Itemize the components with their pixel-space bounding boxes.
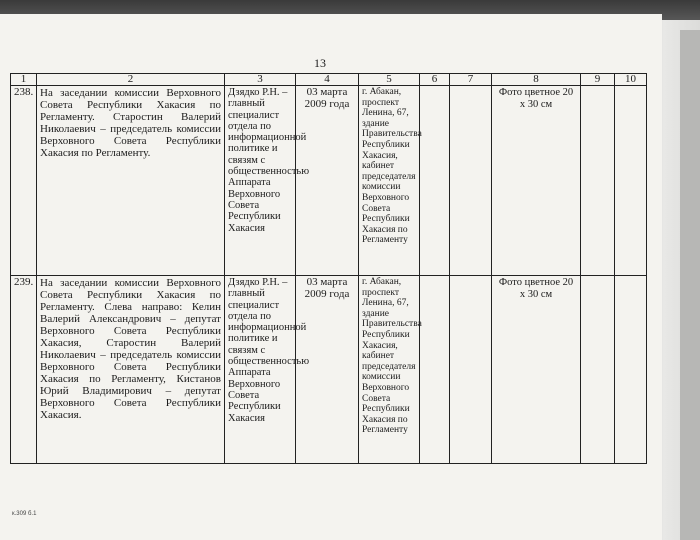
entry-col7: [450, 276, 492, 464]
entry-col9: [581, 276, 615, 464]
entry-date: 03 марта 2009 года: [296, 86, 359, 276]
column-number: 5: [359, 74, 420, 86]
entry-col6: [420, 276, 450, 464]
photo-register-table: [10, 73, 647, 464]
entry-col9: [581, 86, 615, 276]
entry-date: 03 марта 2009 года: [296, 276, 359, 464]
table-row: [11, 86, 647, 276]
entry-place: г. Абакан, проспект Ленина, 67, здание Правительства Республики Хакасия, кабинет председателя комиссии Верховного Совета Республики Хакасия по Регламенту: [359, 276, 420, 464]
column-number: 6: [420, 74, 450, 86]
page-number: 13: [314, 56, 326, 70]
column-number: 7: [450, 74, 492, 86]
entry-col6: [420, 86, 450, 276]
column-number: 10: [615, 74, 647, 86]
entry-format: Фото цветное 20 х 30 см: [492, 86, 581, 276]
entry-col7: [450, 86, 492, 276]
entry-number: 239.: [11, 276, 37, 464]
column-number: 9: [581, 74, 615, 86]
entry-description: На заседании комиссии Верховного Совета Республики Хакасия по Регламенту. Старостин Валерий Николаевич – председатель комиссии Верховного Совета Республики Хакасия по Регламенту.: [37, 86, 225, 276]
table-row: [11, 276, 647, 464]
column-number: 8: [492, 74, 581, 86]
footer-code: к.309 б.1: [12, 511, 37, 517]
column-number: 3: [225, 74, 296, 86]
entry-number: 238.: [11, 86, 37, 276]
entry-col10: [615, 276, 647, 464]
column-number: 1: [11, 74, 37, 86]
entry-author: Дзядко Р.Н. – главный специалист отдела по информационной политике и связям с общественностью Аппарата Верховного Совета Республики Хакасия: [225, 86, 296, 276]
entry-author: Дзядко Р.Н. – главный специалист отдела по информационной политике и связям с общественностью Аппарата Верховного Совета Республики Хакасия: [225, 276, 296, 464]
entry-format: Фото цветное 20 х 30 см: [492, 276, 581, 464]
column-number: 2: [37, 74, 225, 86]
underlying-page-edge-dark: [680, 30, 700, 540]
entry-place: г. Абакан, проспект Ленина, 67, здание Правительства Республики Хакасия, кабинет председателя комиссии Верховного Совета Республики Хакасия по Регламенту: [359, 86, 420, 276]
column-number-row: [11, 74, 647, 86]
entry-col10: [615, 86, 647, 276]
entry-description: На заседании комиссии Верховного Совета Республики Хакасия по Регламенту. Слева направо: Келин Валерий Александрович – депутат Верховного Совета Республики Хакасия, Старостин Валерий Николаевич – председатель комиссии Верховного Совета Республики Хакасия по Регламенту, Кистанов Юрий Владимирович – депутат Верховного Совета Республики Хакасия.: [37, 276, 225, 464]
column-number: 4: [296, 74, 359, 86]
